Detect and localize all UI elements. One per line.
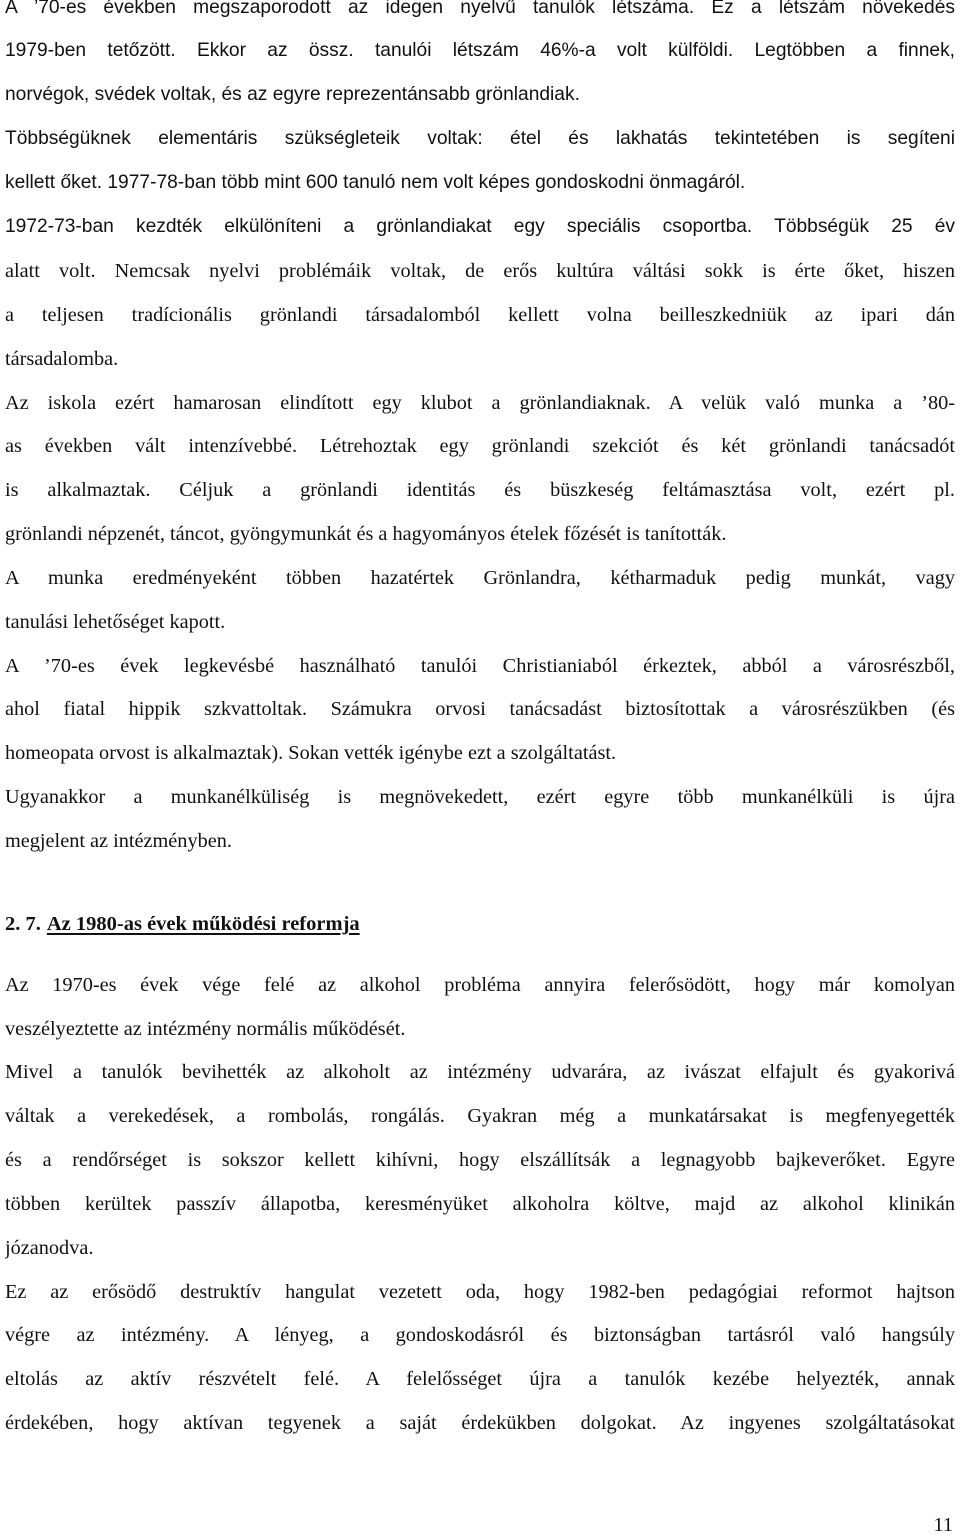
text-line: A ’70-es évek legkevésbé használható tanulói Christianiaból érkeztek, abból a városrészből, (5, 655, 955, 677)
text-line: norvégok, svédek voltak, és az egyre reprezentánsabb grönlandiak. (5, 84, 580, 105)
text-line: józanodva. (5, 1237, 94, 1259)
text-line: as években vált intenzívebbé. Létrehoztak egy grönlandi szekciót és két grönlandi tanácsadót (5, 435, 955, 457)
section-number: 2. 7. (5, 913, 41, 935)
text-line: Többségüknek elementáris szükségleteik voltak: étel és lakhatás tekintetében is segíteni (5, 128, 955, 149)
text-line: A ’70-es években megszaporodott az idegen nyelvű tanulók létszáma. Ez a létszám növekedés (5, 0, 955, 18)
text-line: 1979-ben tetőzött. Ekkor az össz. tanulói létszám 46%-a volt külföldi. Legtöbben a finnek, (5, 40, 955, 61)
text-line: A munka eredményeként többen hazatértek Grönlandra, kétharmaduk pedig munkát, vagy (5, 567, 955, 589)
text-line: váltak a verekedések, a rombolás, rongálás. Gyakran még a munkatársakat is megfenyegették (5, 1105, 955, 1127)
text-line: megjelent az intézményben. (5, 830, 232, 852)
text-line: a teljesen tradícionális grönlandi társadalomból kellett volna beilleszkedniük az ipari dán (5, 304, 955, 326)
text-line: Ez az erősödő destruktív hangulat vezetett oda, hogy 1982-ben pedagógiai reformot hajtson (5, 1281, 955, 1303)
section-heading (5, 911, 360, 937)
text-line: veszélyeztette az intézmény normális működését. (5, 1018, 406, 1040)
text-line: érdekében, hogy aktívan tegyenek a saját érdekükben dolgokat. Az ingyenes szolgáltatásokat (5, 1412, 955, 1434)
text-line: Mivel a tanulók bevihették az alkoholt az intézmény udvarára, az ivászat elfajult és gyakorivá (5, 1061, 955, 1083)
text-line: grönlandi népzenét, táncot, gyöngymunkát és a hagyományos ételek főzését is tanították. (5, 523, 727, 545)
text-line: és a rendőrséget is sokszor kellett kihívni, hogy elszállítsák a legnagyobb bajkeverőket. Egyre (5, 1149, 955, 1171)
text-line: homeopata orvost is alkalmaztak). Sokan vették igénybe ezt a szolgáltatást. (5, 742, 617, 764)
text-line: Ugyanakkor a munkanélküliség is megnövekedett, ezért egyre több munkanélküli is újra (5, 786, 955, 808)
text-line: 1972-73-ban kezdték elkülöníteni a grönlandiakat egy speciális csoportba. Többségük 25 év (5, 216, 955, 237)
text-line: Az iskola ezért hamarosan elindított egy klubot a grönlandiaknak. A velük való munka a ’80- (5, 392, 955, 414)
text-line: társadalomba. (5, 348, 119, 370)
text-line: tanulási lehetőséget kapott. (5, 611, 226, 633)
text-line: végre az intézmény. A lényeg, a gondoskodásról és biztonságban tartásról való hangsúly (5, 1324, 955, 1346)
text-line: ahol fiatal hippik szkvattoltak. Számukra orvosi tanácsadást biztosítottak a városrészükben (és (5, 698, 955, 720)
page-number: 11 (933, 1514, 953, 1536)
text-line: eltolás az aktív részvételt felé. A felelősséget újra a tanulók kezébe helyezték, annak (5, 1368, 955, 1390)
text-line: kellett őket. 1977-78-ban több mint 600 tanuló nem volt képes gondoskodni önmagáról. (5, 172, 746, 193)
text-line: Az 1970-es évek vége felé az alkohol probléma annyira felerősödött, hogy már komolyan (5, 974, 955, 996)
text-line: alatt volt. Nemcsak nyelvi problémáik voltak, de erős kultúra váltási sokk is érte őket, hiszen (5, 260, 955, 282)
section-title: Az 1980-as évek működési reformja (46, 913, 360, 935)
text-line: is alkalmaztak. Céljuk a grönlandi identitás és büszkeség feltámasztása volt, ezért pl. (5, 479, 955, 501)
text-line: többen kerültek passzív állapotba, keresményüket alkoholra költve, majd az alkohol klinikán (5, 1193, 955, 1215)
